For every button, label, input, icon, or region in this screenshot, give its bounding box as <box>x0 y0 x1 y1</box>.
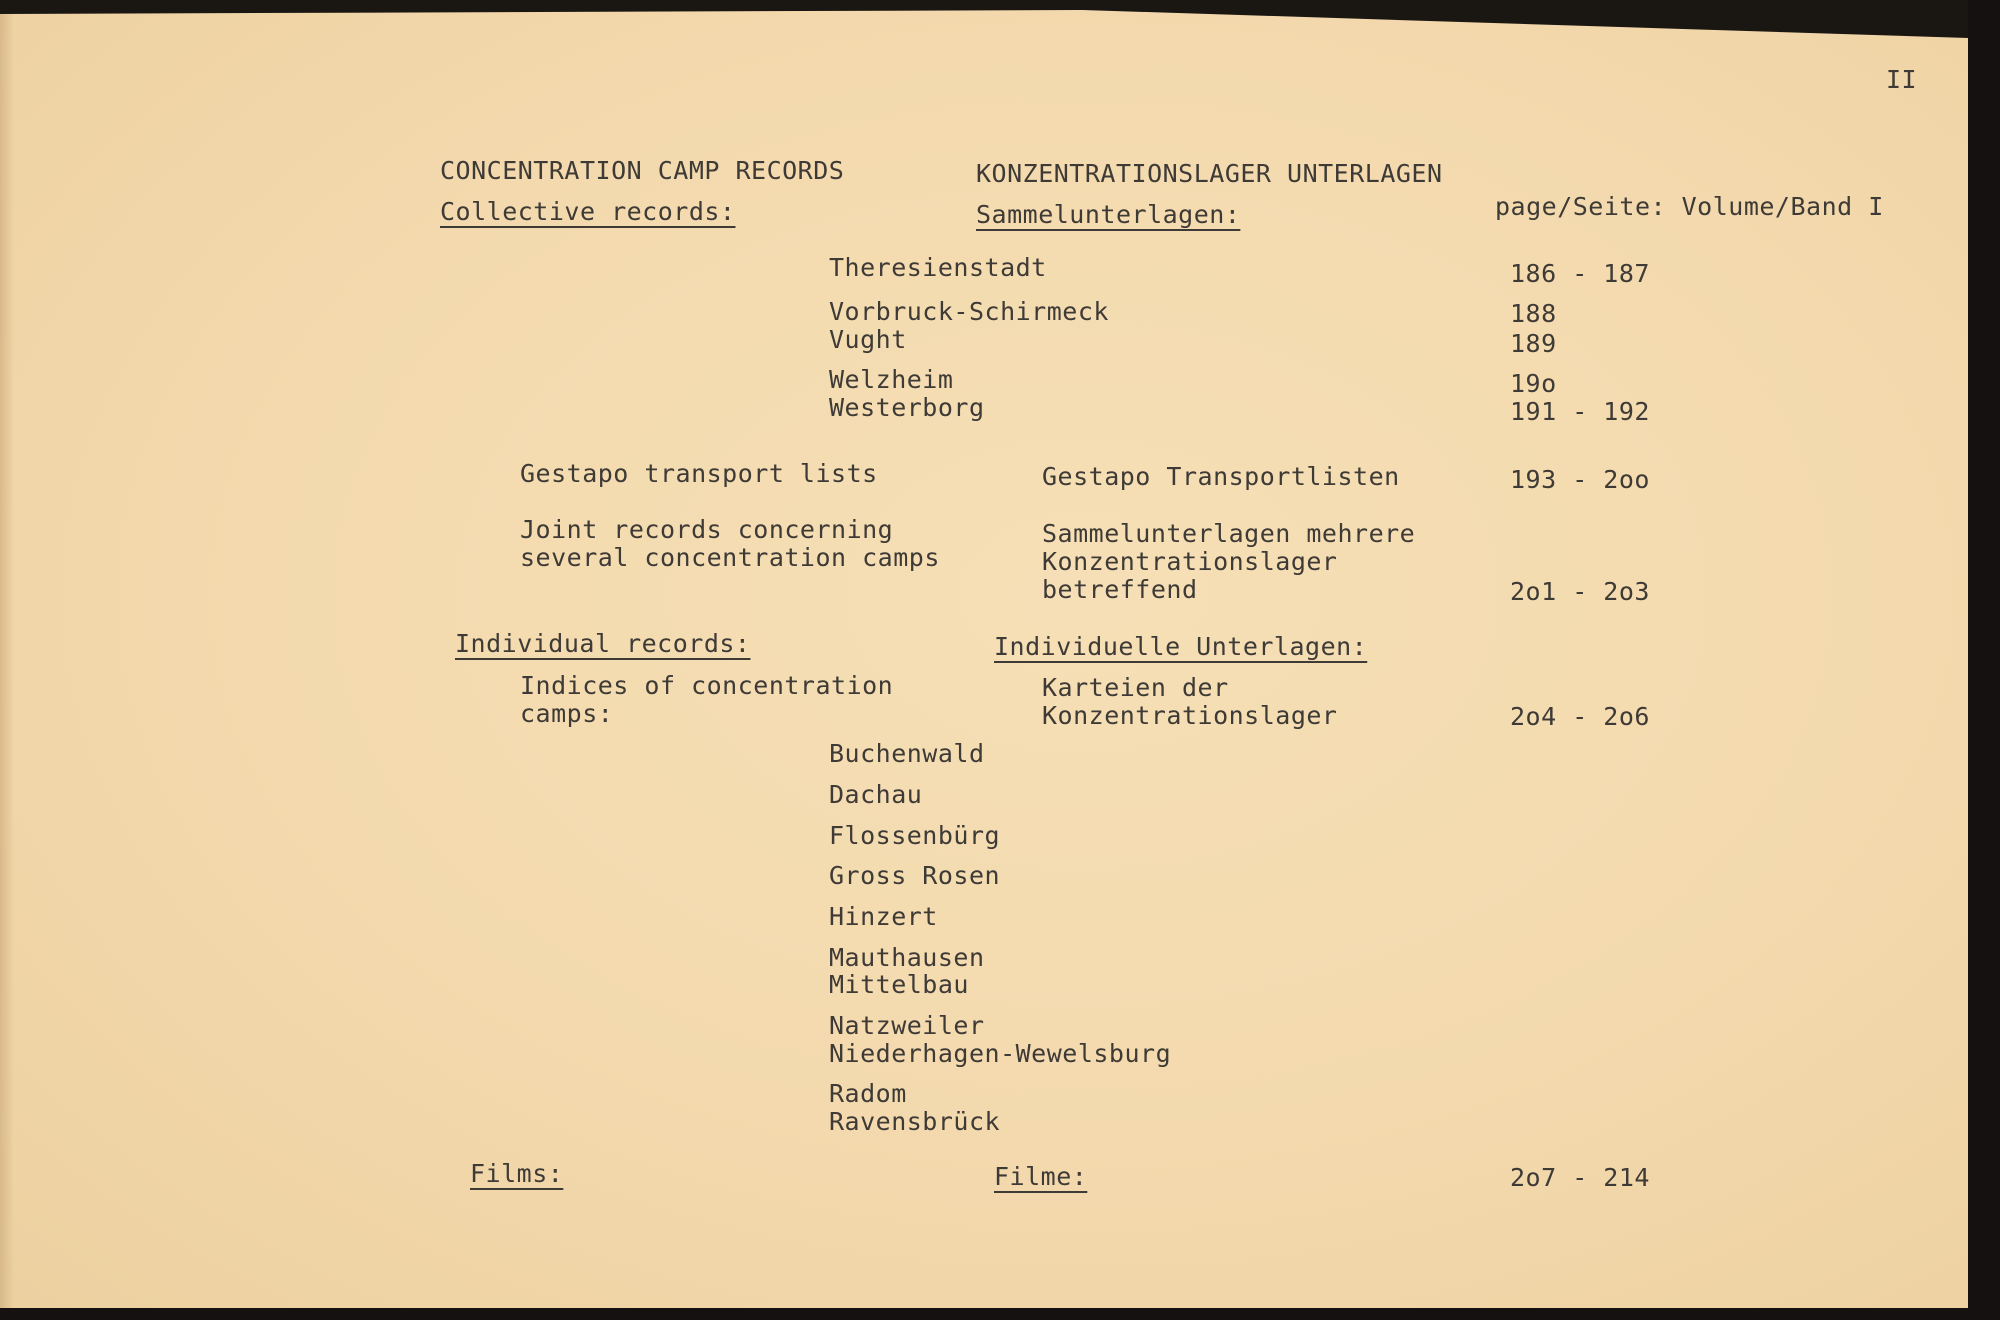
indices-line1: Indices of concentration <box>520 671 894 700</box>
films-heading: Films: <box>470 1159 564 1188</box>
individual-pages: 2o4 - 2o6 <box>1510 702 1650 731</box>
gestapo-transportlisten: Gestapo Transportlisten <box>1042 462 1400 491</box>
sammelunterlagen-mehrere-line3: betreffend <box>1042 575 1198 604</box>
german-title: KONZENTRATIONSLAGER UNTERLAGEN <box>976 159 1443 188</box>
camp-name: Mauthausen <box>829 943 985 972</box>
karteien-line1: Karteien der <box>1042 673 1229 702</box>
camp-name: Buchenwald <box>829 739 985 768</box>
individuelle-unterlagen-heading: Individuelle Unterlagen: <box>994 632 1368 661</box>
sammelunterlagen-heading: Sammelunterlagen: <box>976 200 1241 229</box>
camp-name: Natzweiler <box>829 1011 985 1040</box>
joint-records-line2: several concentration camps <box>520 543 940 572</box>
camp-name: Ravensbrück <box>829 1107 1001 1136</box>
karteien-line2: Konzentrationslager <box>1042 701 1338 730</box>
films-pages: 2o7 - 214 <box>1510 1163 1650 1192</box>
sammelunterlagen-mehrere-line2: Konzentrationslager <box>1042 547 1338 576</box>
page-number: II <box>1886 65 1918 94</box>
scan-border-right <box>1968 0 2000 1320</box>
camp-name: Radom <box>829 1079 907 1108</box>
camp-name: Mittelbau <box>829 970 969 999</box>
camp-name: Welzheim <box>829 365 954 394</box>
english-title: CONCENTRATION CAMP RECORDS <box>440 156 845 185</box>
page-reference-header: page/Seite: Volume/Band I <box>1495 192 1884 221</box>
camp-name: Vught <box>829 325 907 354</box>
joint-records-line1: Joint records concerning <box>520 515 894 544</box>
gestapo-transport-lists: Gestapo transport lists <box>520 459 878 488</box>
camp-name: Flossenbürg <box>829 821 1001 850</box>
individual-records-heading: Individual records: <box>455 629 751 658</box>
camp-name: Hinzert <box>829 902 938 931</box>
camp-name: Niederhagen-Wewelsburg <box>829 1039 1172 1068</box>
camp-pages: 188 <box>1510 299 1557 328</box>
camp-name: Dachau <box>829 780 923 809</box>
camp-name: Theresienstadt <box>829 253 1047 282</box>
camp-pages: 19o <box>1510 369 1557 398</box>
scan-border-bottom <box>0 1308 2000 1320</box>
indices-line2: camps: <box>520 699 614 728</box>
camp-pages: 186 - 187 <box>1510 259 1650 288</box>
joint-pages: 2o1 - 2o3 <box>1510 577 1650 606</box>
camp-name: Vorbruck-Schirmeck <box>829 297 1109 326</box>
camp-name: Westerborg <box>829 393 985 422</box>
camp-pages: 191 - 192 <box>1510 397 1650 426</box>
collective-records-heading: Collective records: <box>440 197 736 226</box>
sammelunterlagen-mehrere-line1: Sammelunterlagen mehrere <box>1042 519 1416 548</box>
camp-name: Gross Rosen <box>829 861 1001 890</box>
filme-heading: Filme: <box>994 1162 1088 1191</box>
camp-pages: 189 <box>1510 329 1557 358</box>
gestapo-pages: 193 - 2oo <box>1510 465 1650 494</box>
